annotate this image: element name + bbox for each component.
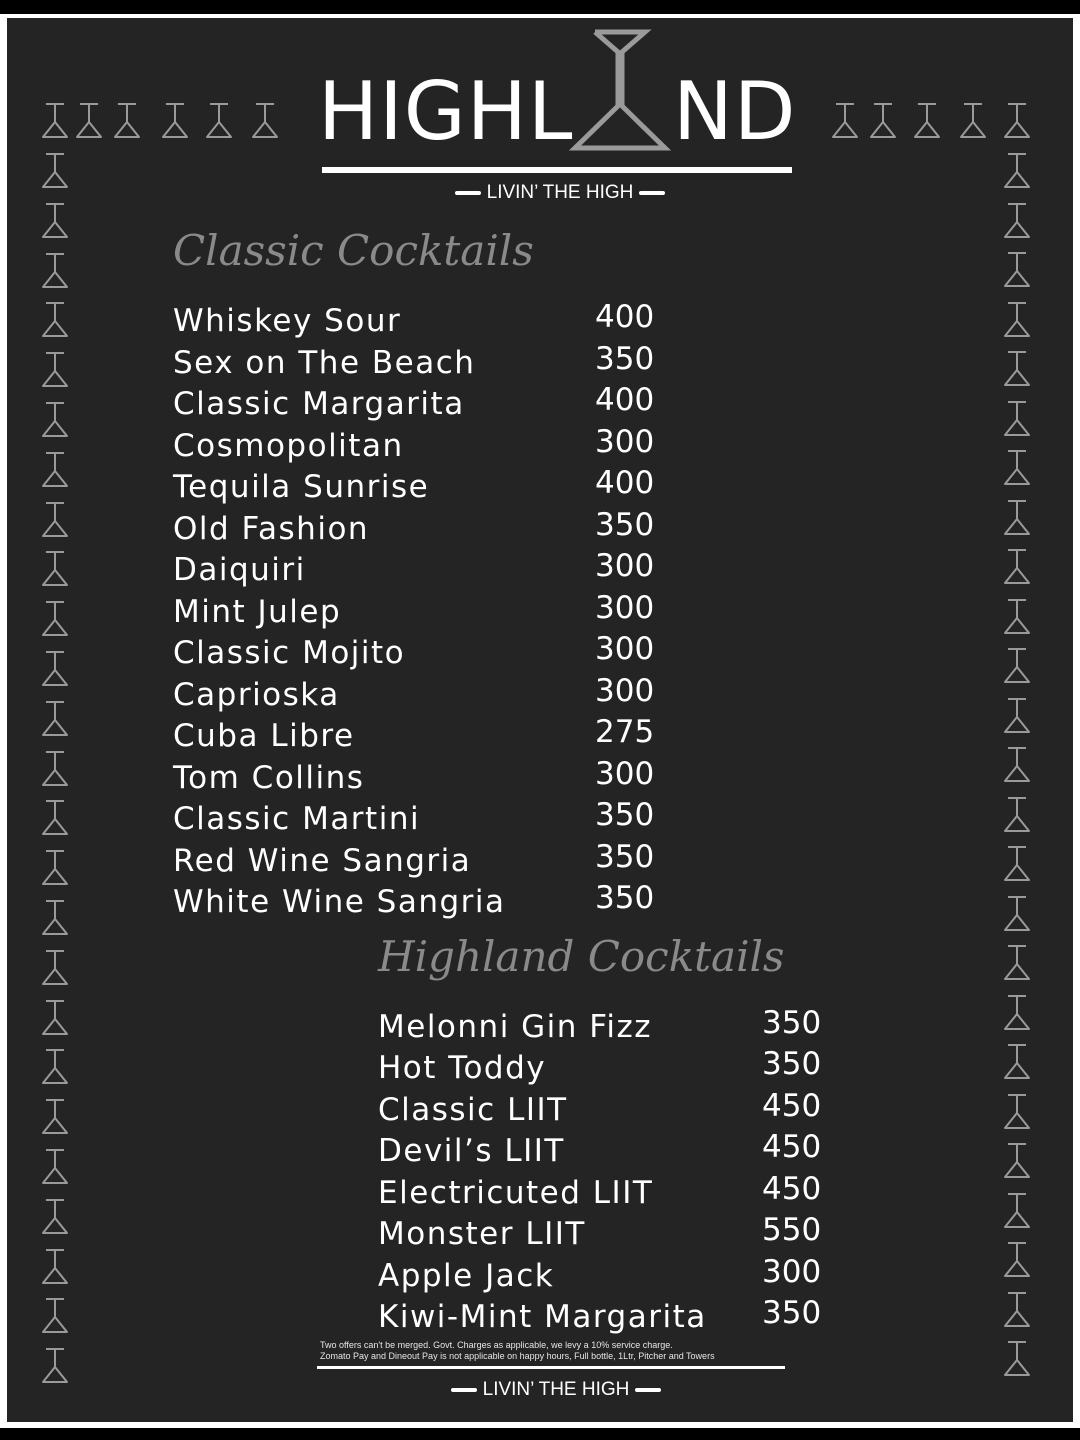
martini-glass-icon (40, 501, 70, 539)
menu-item-name: Whiskey Sour (173, 303, 402, 339)
menu-item-name: Mint Julep (173, 593, 342, 630)
martini-glass-icon (1002, 548, 1032, 586)
brand-name-part2: ND (673, 65, 797, 158)
martini-glass-icon (1002, 746, 1032, 784)
menu-item-price: 400 (595, 299, 655, 335)
martini-glass-icon (40, 102, 70, 140)
menu-item-name: Tequila Sunrise (173, 469, 430, 505)
martini-glass-icon (1002, 697, 1032, 735)
logo-glass-icon (565, 26, 675, 154)
martini-glass-icon (1002, 1192, 1032, 1230)
disclaimer (320, 1340, 790, 1362)
martini-glass-icon (1002, 251, 1032, 289)
martini-glass-icon (1002, 102, 1032, 140)
arrow-right-icon (635, 1388, 661, 1392)
menu-item-price: 275 (595, 714, 655, 750)
martini-glass-icon (40, 1048, 70, 1086)
martini-glass-icon (1002, 1043, 1032, 1081)
tagline-top-text: LIVIN’ THE HIGH (486, 182, 634, 203)
martini-glass-icon (204, 102, 234, 140)
menu-item-name: White Wine Sangria (173, 884, 506, 920)
martini-glass-icon (912, 102, 942, 140)
disclaimer-line-2: Zomato Pay and Dineout Pay is not applicable on happy hours, Full bottle, 1Ltr, Pitcher and Towers (320, 1351, 715, 1361)
martini-glass-icon (1002, 449, 1032, 487)
menu-item-price: 350 (595, 838, 655, 875)
martini-glass-icon (40, 1198, 70, 1236)
martini-glass-icon (868, 102, 898, 140)
menu-item-price: 400 (595, 382, 655, 418)
martini-glass-icon (1002, 647, 1032, 685)
arrow-left-icon (451, 1388, 477, 1392)
menu-item-price: 300 (595, 423, 655, 460)
martini-glass-icon (40, 899, 70, 937)
martini-glass-icon (1002, 1291, 1032, 1329)
martini-glass-icon (1002, 350, 1032, 388)
section-title-highland: Highland Cocktails (378, 932, 785, 981)
arrow-right-icon (639, 191, 665, 195)
martini-glass-icon (40, 451, 70, 489)
section-title-classic: Classic Cocktails (173, 226, 534, 275)
menu-item-name: Classic Margarita (173, 386, 465, 422)
martini-glass-icon (1002, 400, 1032, 438)
menu-item-name: Old Fashion (173, 510, 370, 547)
martini-glass-icon (1002, 1142, 1032, 1180)
menu-item-name: Devil’s LIIT (378, 1133, 565, 1169)
tagline-bottom-text: LIVIN’ THE HIGH (482, 1379, 630, 1400)
menu-item-name: Caprioska (173, 676, 340, 713)
martini-glass-icon (40, 1098, 70, 1136)
martini-glass-icon (74, 102, 104, 140)
menu-item-name: Hot Toddy (378, 1050, 547, 1086)
martini-glass-icon (1002, 598, 1032, 636)
menu-item-name: Electricuted LIIT (378, 1175, 654, 1211)
martini-glass-icon (40, 401, 70, 439)
martini-glass-icon (40, 650, 70, 688)
martini-glass-icon (1002, 499, 1032, 537)
menu-item-price: 300 (595, 755, 655, 792)
logo-underline (322, 167, 792, 173)
menu-item-name: Daiquiri (173, 552, 306, 588)
menu-item-name: Red Wine Sangria (173, 842, 472, 879)
brand-name-part1: HIGHL (318, 65, 574, 158)
martini-glass-icon (1002, 152, 1032, 190)
menu-item-price: 350 (595, 880, 655, 916)
martini-glass-icon (40, 999, 70, 1037)
menu-item-price: 350 (762, 1005, 822, 1041)
martini-glass-icon (1002, 301, 1032, 339)
arrow-left-icon (455, 191, 481, 195)
menu-item-name: Cosmopolitan (173, 427, 404, 464)
disclaimer-line-1: Two offers can't be merged. Govt. Charges as applicable, we levy a 10% service charge. (320, 1340, 673, 1350)
martini-glass-icon (40, 1248, 70, 1286)
martini-glass-icon (830, 102, 860, 140)
menu-panel (7, 18, 1073, 1422)
menu-item-name: Apple Jack (378, 1258, 555, 1294)
menu-item-price: 550 (762, 1212, 822, 1248)
menu-item-price: 400 (595, 465, 655, 501)
menu-item-price: 300 (595, 631, 655, 667)
martini-glass-icon (1002, 1241, 1032, 1279)
menu-item-price: 300 (595, 589, 655, 626)
menu-item-price: 450 (762, 1129, 822, 1165)
menu-item-price: 350 (595, 506, 655, 543)
menu-item-price: 300 (595, 672, 655, 709)
martini-glass-icon (40, 750, 70, 788)
menu-item-name: Cuba Libre (173, 718, 355, 754)
martini-glass-icon (40, 1347, 70, 1385)
martini-glass-icon (40, 1148, 70, 1186)
martini-glass-icon (250, 102, 280, 140)
martini-glass-icon (1002, 994, 1032, 1032)
menu-item-price: 450 (762, 1088, 822, 1124)
martini-glass-icon (112, 102, 142, 140)
menu-item-name: Melonni Gin Fizz (378, 1009, 653, 1045)
martini-glass-icon (1002, 845, 1032, 883)
martini-glass-icon (1002, 796, 1032, 834)
martini-glass-icon (40, 301, 70, 339)
martini-glass-icon (40, 550, 70, 588)
menu-item-name: Sex on The Beach (173, 344, 476, 381)
menu-item-name: Tom Collins (173, 759, 365, 796)
martini-glass-icon (40, 152, 70, 190)
tagline-bottom (436, 1379, 676, 1401)
menu-item-price: 300 (762, 1254, 822, 1290)
martini-glass-icon (40, 252, 70, 290)
menu-item-price: 350 (595, 340, 655, 377)
martini-glass-icon (958, 102, 988, 140)
martini-glass-icon (1002, 1093, 1032, 1131)
menu-item-name: Classic Mojito (173, 635, 406, 671)
martini-glass-icon (40, 949, 70, 987)
martini-glass-icon (40, 351, 70, 389)
menu-item-name: Classic LIIT (378, 1092, 568, 1128)
martini-glass-icon (40, 600, 70, 638)
menu-item-price: 350 (762, 1295, 822, 1331)
martini-glass-icon (40, 1297, 70, 1335)
menu-item-price: 350 (595, 797, 655, 833)
menu-item-price: 300 (595, 548, 655, 584)
martini-glass-icon (40, 700, 70, 738)
menu-item-name: Monster LIIT (378, 1216, 586, 1252)
menu-item-name: Kiwi-Mint Margarita (378, 1299, 707, 1335)
bottom-divider (317, 1366, 785, 1369)
menu-item-price: 350 (762, 1046, 822, 1082)
menu-item-price: 450 (762, 1171, 822, 1207)
martini-glass-icon (40, 202, 70, 240)
tagline-top (440, 182, 680, 204)
martini-glass-icon (1002, 1340, 1032, 1378)
martini-glass-icon (1002, 202, 1032, 240)
martini-glass-icon (1002, 895, 1032, 933)
martini-glass-icon (40, 799, 70, 837)
martini-glass-icon (160, 102, 190, 140)
menu-item-name: Classic Martini (173, 801, 421, 837)
martini-glass-icon (1002, 944, 1032, 982)
martini-glass-icon (40, 849, 70, 887)
